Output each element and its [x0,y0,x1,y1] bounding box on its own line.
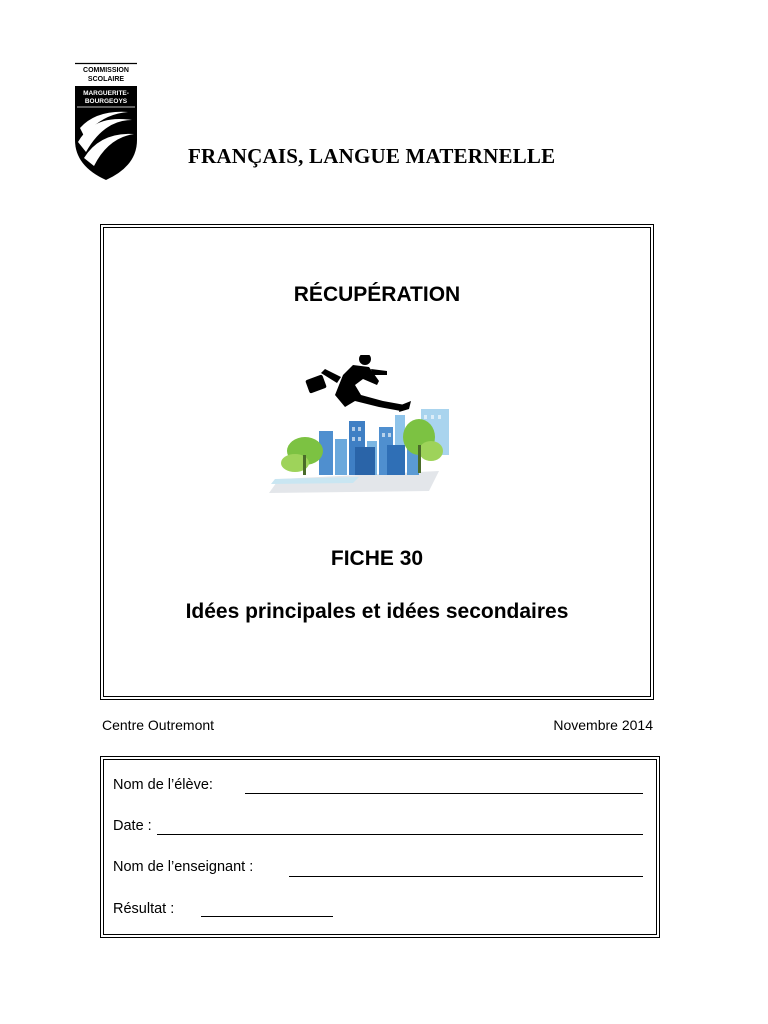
subject-title: FRANÇAIS, LANGUE MATERNELLE [188,144,556,168]
student-info-form [100,756,660,938]
date-label: Date : [113,818,152,834]
teacher-name-field[interactable] [289,876,643,877]
jumping-businessman-over-city-icon [269,355,453,495]
topic-title: Idées principales et idées secondaires [185,600,569,623]
student-name-field[interactable] [245,793,643,794]
logo-line-3: MARGUERITE- [83,90,129,97]
result-label: Résultat : [113,901,175,917]
cover-box [100,224,654,700]
centre-name: Centre Outremont [102,717,215,733]
logo-line-4: BOURGEOYS [84,98,128,105]
result-field[interactable] [201,916,333,917]
logo-line-2: SCOLAIRE [87,76,125,83]
fiche-number: FICHE 30 [330,547,424,570]
teacher-name-label: Nom de l’enseignant : [113,859,254,875]
date-field[interactable] [157,834,643,835]
school-board-logo [74,62,138,182]
student-name-label: Nom de l’élève: [113,777,213,793]
document-date: Novembre 2014 [553,717,653,733]
cover-heading: RÉCUPÉRATION [293,283,461,306]
logo-line-1: COMMISSION [83,67,129,74]
